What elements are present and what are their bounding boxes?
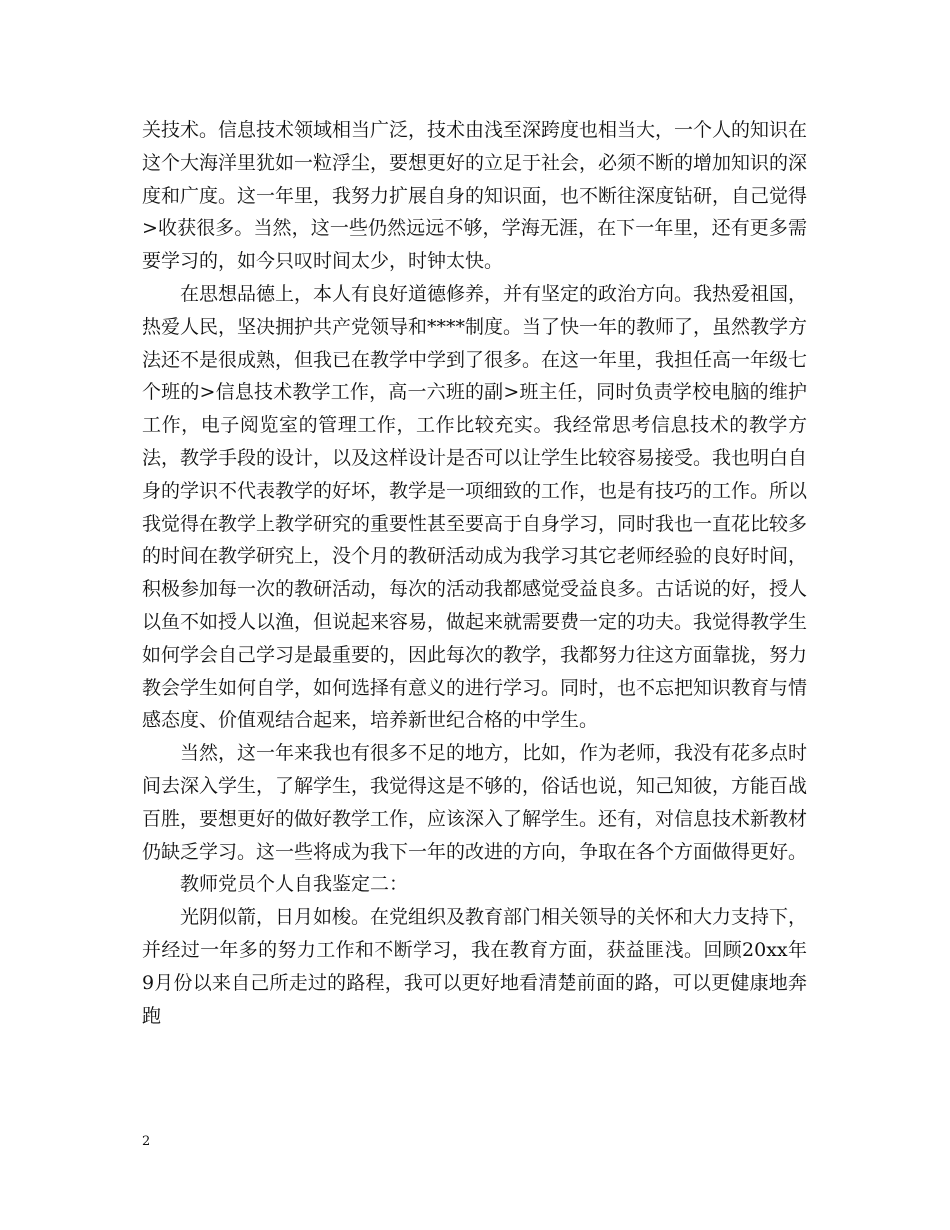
paragraph-shortcomings: 当然，这一年来我也有很多不足的地方，比如，作为老师，我没有花多点时间去深入学生，了解学生，我觉得这是不够的，俗话也说，知己知彼，方能百战百胜，要想更好的做好教学工作，应该深入了解学生。还有，对信息技术新教材仍缺乏学习。这一些将成为我下一年的改进的方向，争取在各个方面做得更好。 <box>142 742 808 863</box>
paragraph-review: 光阴似箭，日月如梭。在党组织及教育部门相关领导的关怀和大力支持下，并经过一年多的努力工作和不断学习，我在教育方面，获益匪浅。回顾20xx年9月份以来自己所走过的路程，我可以更好地看清楚前面的路，可以更健康地奔跑 <box>142 906 808 1027</box>
paragraph-continuation: 关技术。信息技术领域相当广泛，技术由浅至深跨度也相当大，一个人的知识在这个大海洋里犹如一粒浮尘，要想更好的立足于社会，必须不断的增加知识的深度和广度。这一年里，我努力扩展自身的知识面，也不断往深度钻研，自己觉得>收获很多。当然，这一些仍然远远不够，学海无涯，在下一年里，还有更多需要学习的，如今只叹时间太少，时钟太快。 <box>142 119 808 273</box>
paragraph-ideology: 在思想品德上，本人有良好道德修养，并有坚定的政治方向。我热爱祖国，热爱人民，坚决拥护共产党领导和****制度。当了快一年的教师了，虽然教学方法还不是很成熟，但我已在教学中学到了很多。在这一年里，我担任高一年级七个班的>信息技术教学工作，高一六班的副>班主任，同时负责学校电脑的维护工作，电子阅览室的管理工作，工作比较充实。我经常思考信息技术的教学方法，教学手段的设计，以及这样设计是否可以让学生比较容易接受。我也明白自身的学识不代表教学的好坏，教学是一项细致的工作，也是有技巧的工作。所以我觉得在教学上教学研究的重要性甚至要高于自身学习，同时我也一直花比较多的时间在教学研究上，没个月的教研活动成为我学习其它老师经验的良好时间，积极参加每一次的教研活动，每次的活动我都感觉受益良多。古话说的好，授人以鱼不如授人以渔，但说起来容易，做起来就需要费一定的功夫。我觉得教学生如何学会自己学习是最重要的，因此每次的教学，我都努力往这方面靠拢，努力教会学生如何自学，如何选择有意义的进行学习。同时，也不忘把知识教育与情感态度、价值观结合起来，培养新世纪合格的中学生。 <box>142 282 808 732</box>
body-text <box>142 114 807 1032</box>
section-heading: 教师党员个人自我鉴定二： <box>180 873 409 896</box>
page-number: 2 <box>142 1134 151 1149</box>
